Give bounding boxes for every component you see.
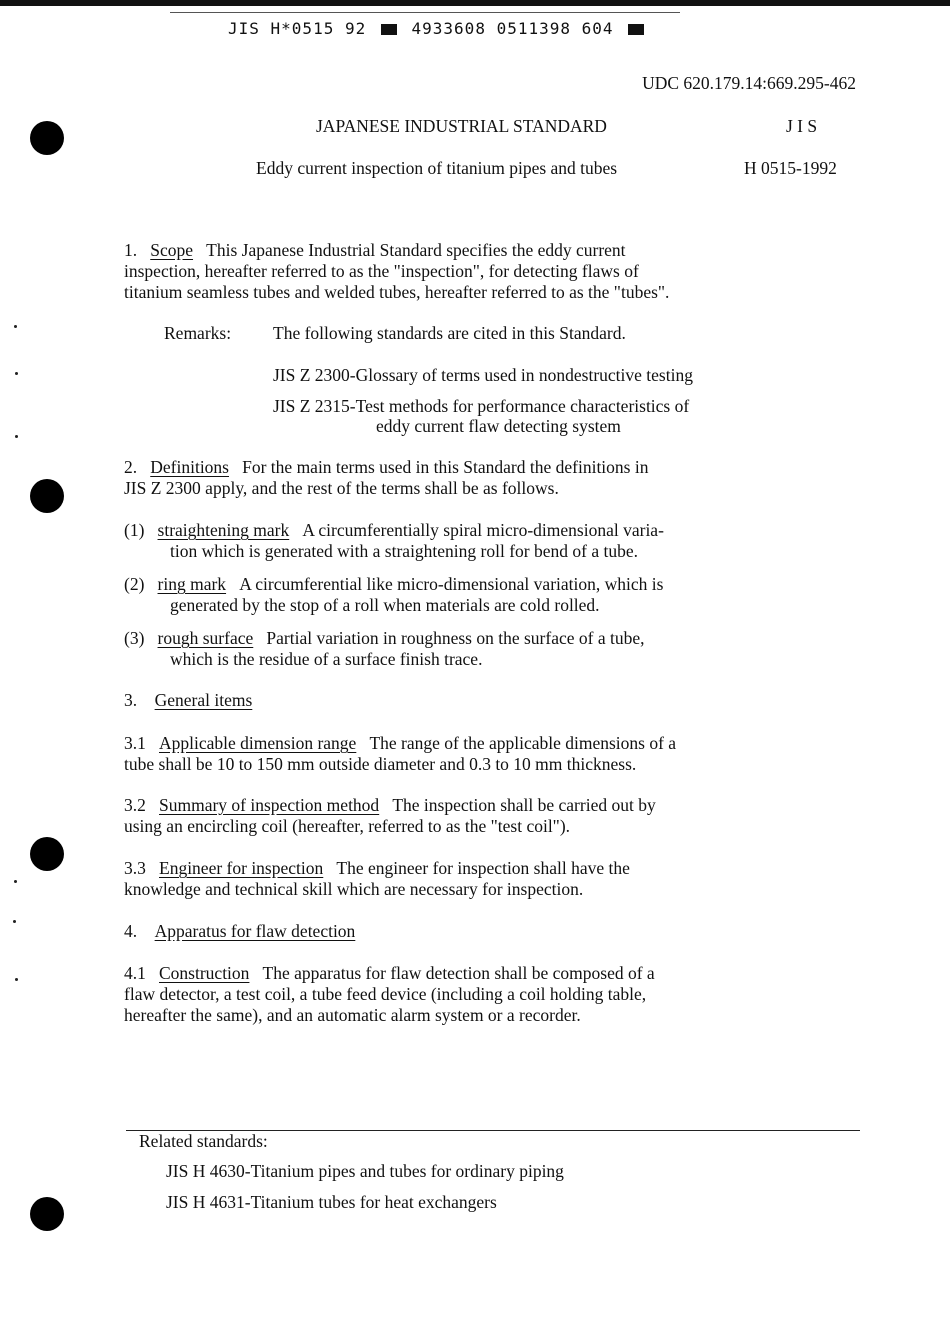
defined-term: straightening mark [157,520,290,540]
section-heading: Scope [150,240,194,260]
standard-abbrev: J I S [786,116,818,136]
section-3-3: 3.3 Engineer for inspection The engineer for inspection shall have the knowledge and technical skill which are necessary for inspection. [124,858,630,899]
scan-speck [15,435,18,438]
standard-name: JAPANESE INDUSTRIAL STANDARD [316,116,607,136]
scan-speck [15,372,18,375]
binder-hole [30,837,64,871]
header-rule [170,12,680,13]
section-3-2: 3.2 Summary of inspection method The inspection shall be carried out by using an encircling coil (hereafter, referred to as the "test coil"). [124,795,656,836]
cited-standard-cont: eddy current flaw detecting system [376,416,621,436]
section-heading: Definitions [150,457,229,477]
section-1-scope: 1. Scope This Japanese Industrial Standard specifies the eddy current inspection, hereafter referred to as the "inspection", for detecting flaws of titanium seamless tubes and welded tubes, hereafter referred to as the "tubes". [124,240,670,302]
section-4-1: 4.1 Construction The apparatus for flaw detection shall be composed of a flaw detector, a test coil, a tube feed device (including a coil holding table, hereafter the same), and an automatic alarm system or a recorder. [124,963,655,1025]
remarks-label: Remarks: [164,323,232,343]
scan-speck [15,978,18,981]
binder-hole [30,121,64,155]
redaction-block [628,24,644,35]
definition-item: (1) straightening mark A circumferentially spiral micro-dimensional varia- tion which is generated with a straightening roll for bend of a tube. [124,520,664,561]
defined-term: ring mark [157,574,227,594]
related-standards-label: Related standards: [139,1131,268,1151]
section-2-definitions: 2. Definitions For the main terms used in this Standard the definitions in JIS Z 2300 apply, and the rest of the terms shall be as follows. [124,457,649,498]
scan-speck [14,325,17,328]
definition-item: (3) rough surface Partial variation in roughness on the surface of a tube, which is the residue of a surface finish trace. [124,628,645,669]
document-number: H 0515-1992 [744,158,837,178]
document-code-line: JIS H*0515 92 4933608 0511398 604 [228,19,648,38]
related-standard-item: JIS H 4631-Titanium tubes for heat exchangers [166,1192,497,1212]
udc-code: UDC 620.179.14:669.295-462 [642,73,856,93]
section-3-heading: 3. General items [124,690,253,710]
scan-top-edge [0,0,950,6]
binder-hole [30,1197,64,1231]
scan-speck [14,880,17,883]
section-4-heading: 4. Apparatus for flaw detection [124,921,356,941]
document-title: Eddy current inspection of titanium pipes and tubes [256,158,618,178]
remarks-text: The following standards are cited in this Standard. [273,323,626,343]
binder-hole [30,479,64,513]
section-3-1: 3.1 Applicable dimension range The range of the applicable dimensions of a tube shall be 10 to 150 mm outside diameter and 0.3 to 10 mm thickness. [124,733,677,774]
defined-term: rough surface [157,628,254,648]
redaction-block [381,24,397,35]
scan-speck [13,920,16,923]
cited-standard: JIS Z 2315-Test methods for performance characteristics of [273,396,690,416]
cited-standard: JIS Z 2300-Glossary of terms used in nondestructive testing [273,365,693,385]
related-standard-item: JIS H 4630-Titanium pipes and tubes for ordinary piping [166,1161,564,1181]
definition-item: (2) ring mark A circumferential like micro-dimensional variation, which is generated by the stop of a roll when materials are cold rolled. [124,574,664,615]
